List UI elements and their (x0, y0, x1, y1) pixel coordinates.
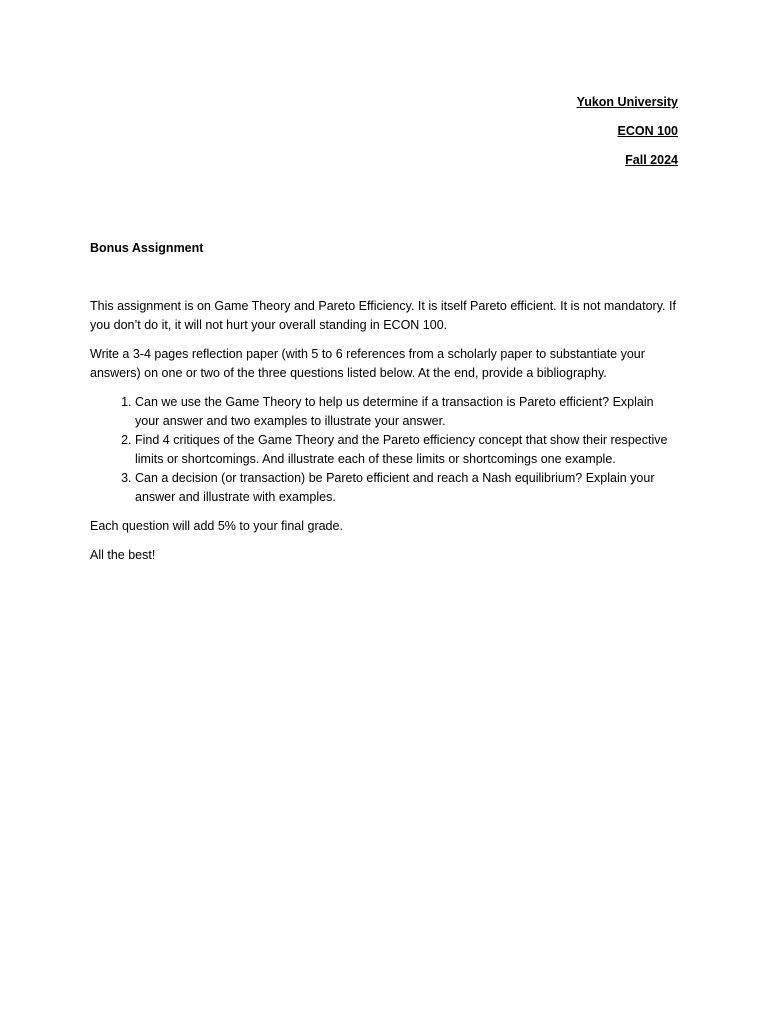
intro-paragraph: This assignment is on Game Theory and Pareto Efficiency. It is itself Pareto efficient. It is not mandatory. If you don’t do it, it will not hurt your overall standing in ECON 100. (90, 299, 676, 332)
instructions-paragraph: Write a 3-4 pages reflection paper (with 5 to 6 references from a scholarly paper to substantiate your answers) on one or two of the three questions listed below. At the end, provide a bibliography. (90, 347, 645, 380)
course-code: ECON 100 (617, 124, 678, 138)
term: Fall 2024 (625, 153, 678, 167)
document-header (577, 94, 678, 181)
document-body (90, 297, 678, 575)
question-item: 1. Can we use the Game Theory to help us determine if a transaction is Pareto efficient? Explain your answer and two examples to illustrate your answer. (135, 393, 678, 431)
sign-off: All the best! (90, 548, 156, 562)
grade-note: Each question will add 5% to your final grade. (90, 519, 343, 533)
assignment-title: Bonus Assignment (90, 241, 204, 255)
question-item: 3. Can a decision (or transaction) be Pareto efficient and reach a Nash equilibrium? Explain your answer and illustrate with examples. (135, 469, 678, 507)
university-name: Yukon University (576, 95, 678, 109)
question-item: 2. Find 4 critiques of the Game Theory and the Pareto efficiency concept that show their respective limits or shortcomings. And illustrate each of these limits or shortcomings one example. (135, 431, 678, 469)
questions-list (90, 393, 678, 507)
